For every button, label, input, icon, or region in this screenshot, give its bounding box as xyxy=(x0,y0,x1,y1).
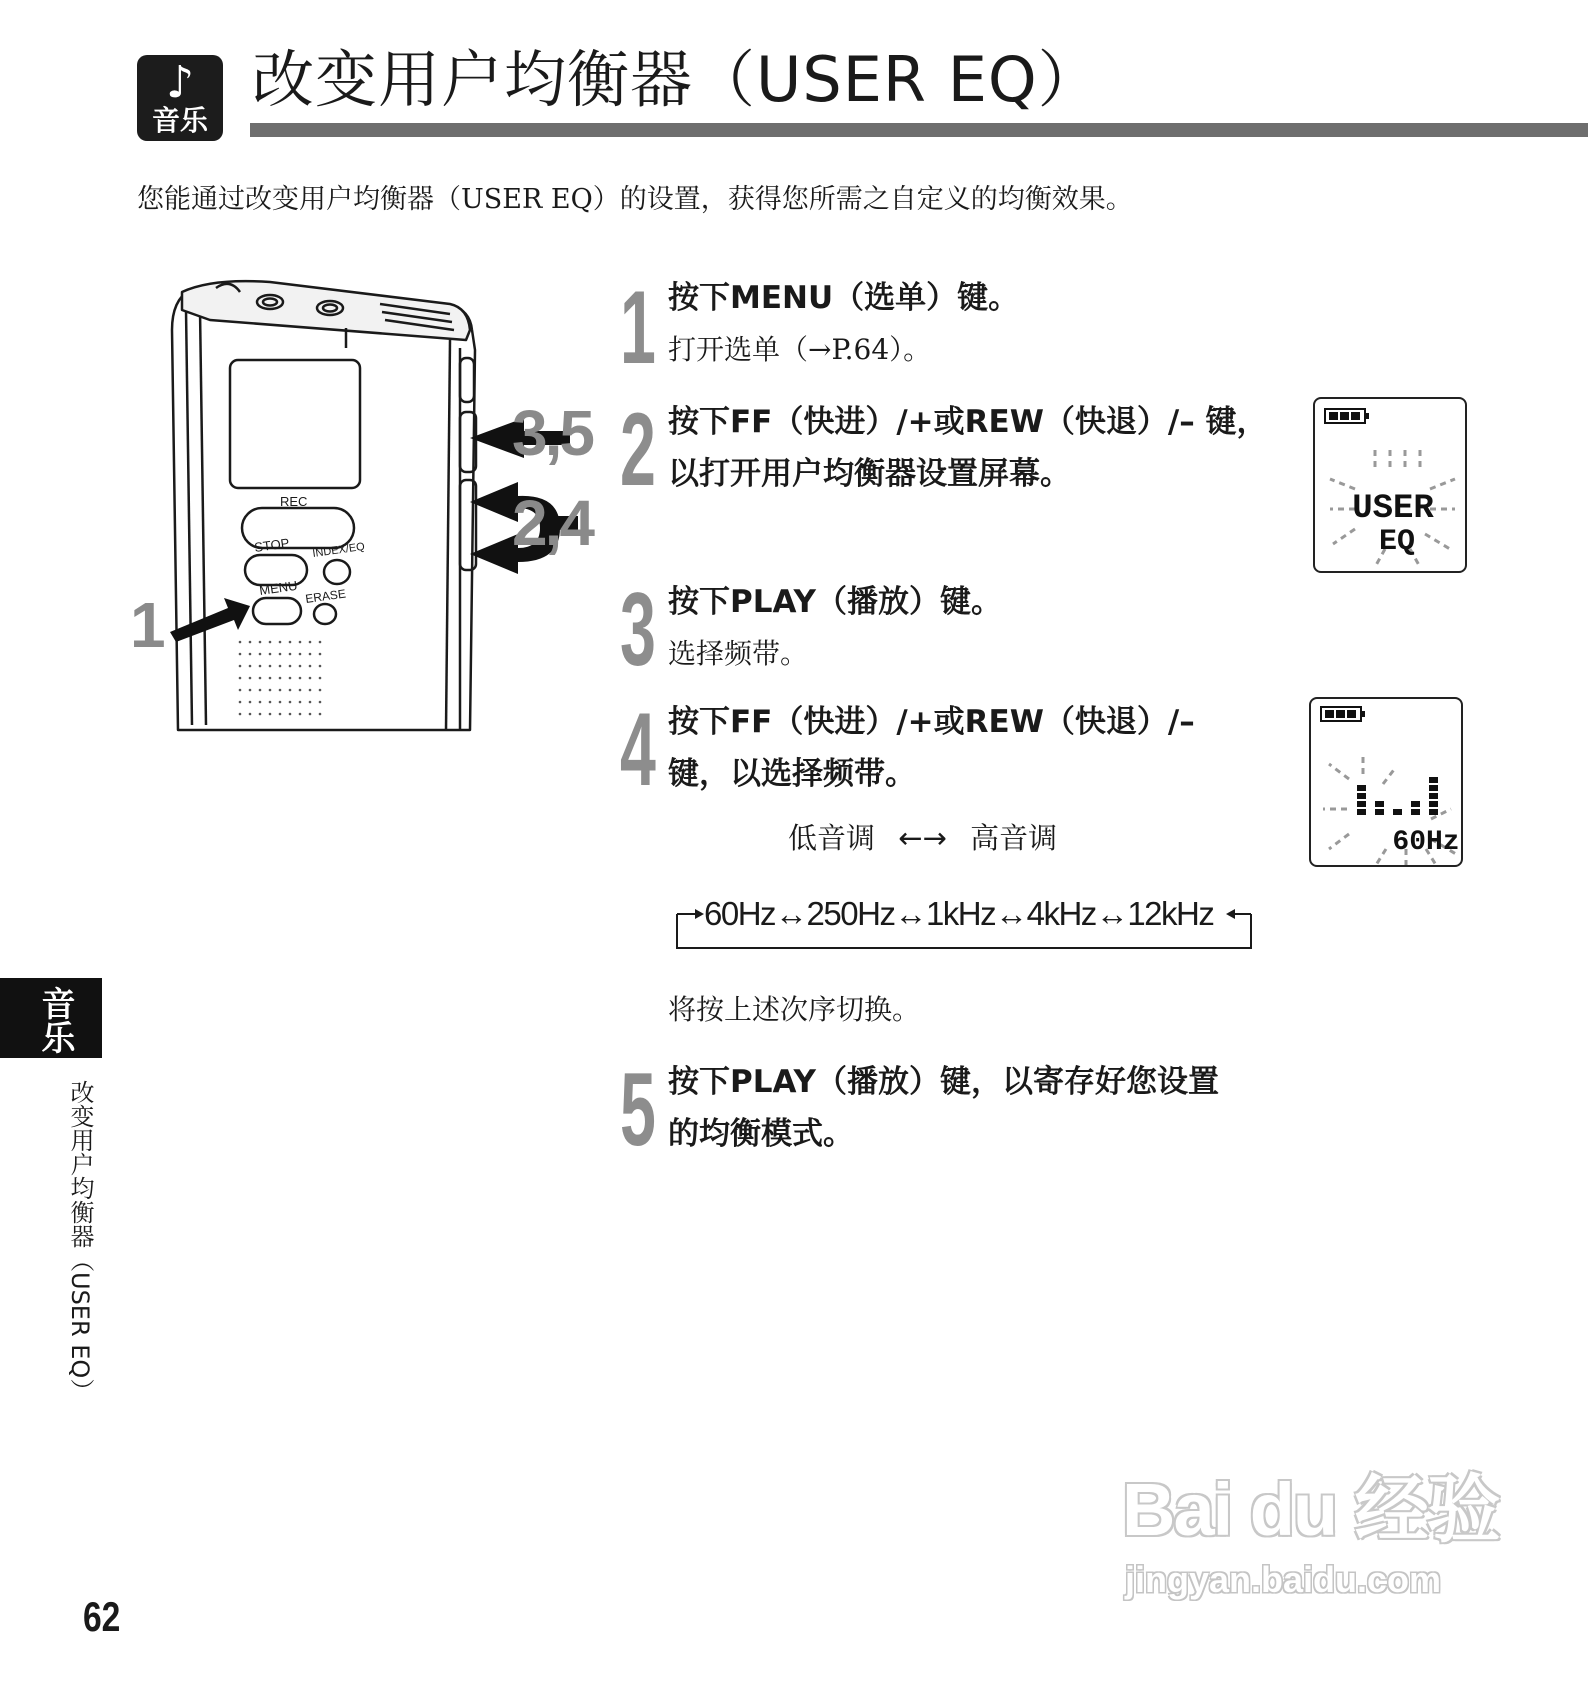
key-name: REW xyxy=(964,704,1044,740)
double-arrow-icon: ←→ xyxy=(898,821,947,855)
step-number: 2 xyxy=(620,392,656,508)
eq-bar-segment xyxy=(1429,793,1438,799)
stop-label: STOP xyxy=(253,535,291,555)
band-label: 250Hz xyxy=(806,895,895,932)
key-name: PLAY xyxy=(730,584,816,620)
index-eq-label: INDEX/EQ xyxy=(311,540,366,560)
step-4-line2: 键，以选择频带。 xyxy=(668,756,916,792)
eq-bar-segment xyxy=(1411,801,1420,807)
category-badge xyxy=(137,55,223,141)
eq-bars xyxy=(1357,777,1438,815)
lcd-band-label: 60Hz xyxy=(1392,827,1460,858)
eq-bar-segment xyxy=(1393,809,1402,815)
watermark-brand: Bai du 经验 xyxy=(1122,1468,1499,1551)
callout-ff-step: 3,5 xyxy=(512,397,592,469)
watermark-url: jingyan.baidu.com xyxy=(1125,1559,1442,1600)
step-3-note: 选择频带。 xyxy=(668,637,809,670)
eq-bar-segment xyxy=(1429,777,1438,783)
eq-bar-segment xyxy=(1429,801,1438,807)
step-5-line2: 的均衡模式。 xyxy=(668,1116,854,1152)
sequence-note: 将按上述次序切换。 xyxy=(668,993,921,1026)
lcd-line-2: EQ xyxy=(1378,525,1416,559)
step-2-line2: 以打开用户均衡器设置屏幕。 xyxy=(668,456,1071,492)
eq-bar-segment xyxy=(1429,785,1438,791)
band-label: 60Hz xyxy=(704,895,776,932)
eq-bar-segment xyxy=(1429,809,1438,815)
eq-bar-segment xyxy=(1357,801,1366,807)
key-name: MENU xyxy=(730,280,834,316)
title-rule xyxy=(250,123,1588,137)
side-tab-label: 音乐 xyxy=(35,986,75,1054)
step-number: 4 xyxy=(620,692,656,808)
tone-scale: 低音调 ←→ 高音调 xyxy=(788,821,1058,855)
page-title: 改变用户均衡器（USER EQ） xyxy=(252,43,1101,116)
key-name: FF xyxy=(730,404,773,440)
band-label: 4kHz xyxy=(1026,895,1096,932)
erase-label: ERASE xyxy=(304,586,347,606)
music-note-icon: ♪ xyxy=(165,57,195,108)
side-tab xyxy=(0,978,102,1058)
key-name: PLAY xyxy=(730,1064,816,1100)
eq-bar-segment xyxy=(1357,785,1366,791)
callout-menu-step: 1 xyxy=(130,589,163,661)
lcd-line-1: USER xyxy=(1352,490,1434,528)
rec-label: REC xyxy=(280,494,308,509)
band-label: 1kHz xyxy=(925,895,996,932)
battery-icon xyxy=(1321,707,1365,721)
step-number: 3 xyxy=(620,572,656,688)
step-3-heading: 按下PLAY（播放）键。 xyxy=(668,584,1002,620)
intro-paragraph: 您能通过改变用户均衡器（USER EQ）的设置，获得您所需之自定义的均衡效果。 xyxy=(137,184,1133,215)
step-1-heading: 按下MENU（选单）键。 xyxy=(668,280,1020,316)
step-4-heading: 按下FF（快进）/+或REW（快退）/– xyxy=(668,704,1195,740)
key-name: REW xyxy=(964,404,1044,440)
eq-bar-segment xyxy=(1375,809,1384,815)
side-running-title: 改变用户均衡器（USER EQ） xyxy=(66,1080,94,1403)
band-sequence: 60Hz↔250Hz↔1kHz↔4kHz↔12kHz xyxy=(704,895,1214,932)
battery-icon xyxy=(1325,409,1369,423)
step-number: 5 xyxy=(620,1052,656,1168)
step-5-heading: 按下PLAY（播放）键，以寄存好您设置 xyxy=(668,1064,1219,1100)
menu-label: MENU xyxy=(258,577,299,598)
key-name: FF xyxy=(730,704,773,740)
callout-rew-step: 2,4 xyxy=(512,487,592,559)
eq-bar-segment xyxy=(1357,793,1366,799)
eq-bar-segment xyxy=(1375,801,1384,807)
lcd-user-eq xyxy=(1313,397,1467,573)
category-label: 音乐 xyxy=(151,104,208,137)
step-number: 1 xyxy=(620,270,656,386)
step-1-note: 打开选单（→P.64）。 xyxy=(668,333,932,366)
eq-bar-segment xyxy=(1411,809,1420,815)
lcd-band xyxy=(1309,697,1463,867)
step-2-heading: 按下FF（快进）/+或REW（快退）/– 键， xyxy=(668,404,1268,440)
band-label: 12kHz xyxy=(1127,895,1214,932)
eq-bar-segment xyxy=(1357,809,1366,815)
page-number: 62 xyxy=(83,1593,121,1640)
